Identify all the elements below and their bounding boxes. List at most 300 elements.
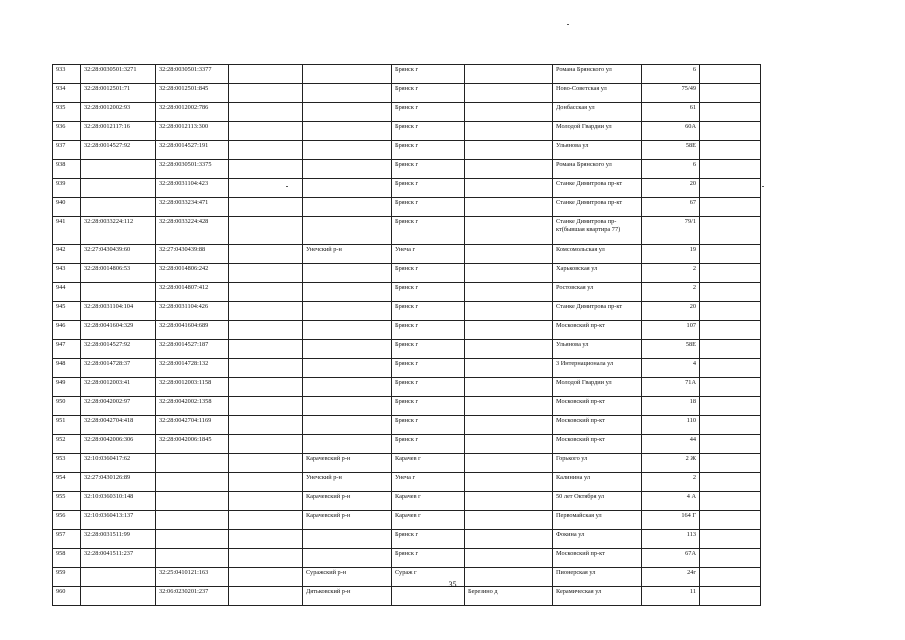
region-cell [229,65,303,84]
district-cell [303,549,392,568]
city-cell: Брянск г [392,530,465,549]
house-number-cell: 4 А [642,492,700,511]
cadastral-number-building: 32:28:0031104:426 [156,302,229,321]
house-number-cell: 2 Ж [642,454,700,473]
house-number-cell: 2 [642,264,700,283]
house-number-cell: 44 [642,435,700,454]
extra-cell [700,454,761,473]
region-cell [229,321,303,340]
street-cell: Московский пр-кт [553,416,642,435]
row-number: 935 [53,103,81,122]
extra-cell [700,65,761,84]
cadastral-number-building [156,454,229,473]
extra-cell [700,103,761,122]
cadastral-number-land: 32:28:0014527:92 [81,340,156,359]
street-cell: Московский пр-кт [553,435,642,454]
house-number-cell: 164 Г [642,511,700,530]
settlement-cell [465,84,553,103]
extra-cell [700,141,761,160]
settlement-cell [465,160,553,179]
house-number-cell: 107 [642,321,700,340]
row-number: 956 [53,511,81,530]
table-row [53,321,761,340]
house-number-cell: 6 [642,65,700,84]
cadastral-number-building: 32:28:0014807:412 [156,283,229,302]
row-number: 960 [53,587,81,606]
extra-cell [700,84,761,103]
extra-cell [700,530,761,549]
district-cell [303,340,392,359]
row-number: 950 [53,397,81,416]
table-row [53,359,761,378]
house-number-cell: 110 [642,416,700,435]
house-number-cell: 67 [642,198,700,217]
city-cell: Брянск г [392,198,465,217]
settlement-cell [465,245,553,264]
house-number-cell: 6 [642,160,700,179]
table-row [53,179,761,198]
extra-cell [700,378,761,397]
house-number-cell: 75/49 [642,84,700,103]
house-number-cell: 79/1 [642,217,700,245]
house-number-cell: 58Е [642,141,700,160]
row-number: 958 [53,549,81,568]
scan-speck [762,186,764,187]
row-number: 949 [53,378,81,397]
district-cell: Суражский р-н [303,568,392,587]
table-row [53,549,761,568]
row-number: 937 [53,141,81,160]
cadastral-number-building: 32:28:0030501:3377 [156,65,229,84]
cadastral-number-land: 32:27:0430126:89 [81,473,156,492]
row-number: 933 [53,65,81,84]
house-number-cell: 2 [642,283,700,302]
cadastral-number-land: 32:28:0014806:53 [81,264,156,283]
cadastral-number-building: 32:28:0014728:132 [156,359,229,378]
table-row [53,416,761,435]
row-number: 944 [53,283,81,302]
row-number: 953 [53,454,81,473]
settlement-cell [465,141,553,160]
row-number: 955 [53,492,81,511]
district-cell [303,378,392,397]
cadastral-number-building: 32:28:0012113:300 [156,122,229,141]
cadastral-number-building [156,473,229,492]
city-cell: Брянск г [392,84,465,103]
cadastral-number-building: 32:28:0012003:1158 [156,378,229,397]
house-number-cell: 2 [642,473,700,492]
row-number: 948 [53,359,81,378]
row-number: 946 [53,321,81,340]
settlement-cell [465,454,553,473]
row-number: 951 [53,416,81,435]
region-cell [229,283,303,302]
row-number: 959 [53,568,81,587]
district-cell [303,141,392,160]
extra-cell [700,321,761,340]
city-cell: Карачев г [392,454,465,473]
table-row [53,511,761,530]
street-cell: Донбасская ул [553,103,642,122]
region-cell [229,492,303,511]
street-cell: Комсомольская ул [553,245,642,264]
district-cell [303,122,392,141]
table-row [53,397,761,416]
street-cell: Калинина ул [553,473,642,492]
district-cell [303,321,392,340]
city-cell: Брянск г [392,302,465,321]
cadastral-number-building: 32:28:0042006:1845 [156,435,229,454]
city-cell: Брянск г [392,65,465,84]
page-number: 35 [448,580,457,589]
scan-speck [567,24,569,25]
row-number: 945 [53,302,81,321]
city-cell: Брянск г [392,340,465,359]
extra-cell [700,416,761,435]
settlement-cell [465,492,553,511]
extra-cell [700,264,761,283]
district-cell [303,435,392,454]
street-cell: Станке Димитрова пр-кт [553,179,642,198]
cadastral-number-land: 32:27:0430439:60 [81,245,156,264]
street-cell: Ульянова ул [553,340,642,359]
region-cell [229,587,303,606]
district-cell: Карачевский р-н [303,492,392,511]
settlement-cell [465,264,553,283]
house-number-cell: 67А [642,549,700,568]
cadastral-number-land: 32:28:0014527:92 [81,141,156,160]
settlement-cell [465,530,553,549]
settlement-cell [465,302,553,321]
settlement-cell [465,122,553,141]
street-cell: 50 лет Октября ул [553,492,642,511]
settlement-cell [465,435,553,454]
region-cell [229,264,303,283]
cadastral-number-building: 32:28:0014527:191 [156,141,229,160]
cadastral-number-land: 32:28:0041511:237 [81,549,156,568]
settlement-cell [465,179,553,198]
cadastral-number-land: 32:28:0031104:104 [81,302,156,321]
region-cell [229,340,303,359]
row-number: 943 [53,264,81,283]
row-number: 947 [53,340,81,359]
cadastral-number-building [156,492,229,511]
settlement-cell [465,65,553,84]
cadastral-number-land: 32:28:0041604:329 [81,321,156,340]
street-cell: Ново-Советская ул [553,84,642,103]
table-row [53,217,761,245]
district-cell [303,103,392,122]
region-cell [229,416,303,435]
cadastral-number-building: 32:28:0033234:471 [156,198,229,217]
table-row [53,340,761,359]
region-cell [229,359,303,378]
house-number-cell: 113 [642,530,700,549]
cadastral-number-building: 32:28:0042002:1358 [156,397,229,416]
house-number-cell: 58Е [642,340,700,359]
table-row [53,435,761,454]
row-number: 952 [53,435,81,454]
region-cell [229,435,303,454]
street-cell: Ульянова ул [553,141,642,160]
cadastral-number-building: 32:28:0012002:786 [156,103,229,122]
region-cell [229,511,303,530]
settlement-cell [465,359,553,378]
city-cell: Брянск г [392,416,465,435]
table-row [53,122,761,141]
cadastral-number-building: 32:28:0014806:242 [156,264,229,283]
city-cell: Сураж г [392,568,465,587]
street-cell: Станке Димитрова пр-кт [553,198,642,217]
city-cell: Брянск г [392,549,465,568]
city-cell: Брянск г [392,378,465,397]
settlement-cell [465,549,553,568]
street-cell: Горького ул [553,454,642,473]
table-row [53,530,761,549]
district-cell: Карачевский р-н [303,454,392,473]
settlement-cell [465,397,553,416]
cadastral-number-building: 32:28:0042704:1169 [156,416,229,435]
cadastral-number-land [81,587,156,606]
street-cell: 3 Интернационала ул [553,359,642,378]
region-cell [229,530,303,549]
region-cell [229,160,303,179]
city-cell: Брянск г [392,397,465,416]
cadastral-number-land [81,198,156,217]
cadastral-number-land: 32:28:0030501:3271 [81,65,156,84]
extra-cell [700,435,761,454]
extra-cell [700,122,761,141]
settlement-cell: Березино д [465,587,553,606]
district-cell [303,416,392,435]
city-cell: Брянск г [392,217,465,245]
settlement-cell [465,217,553,245]
city-cell: Унеча г [392,245,465,264]
district-cell [303,84,392,103]
street-cell: Молодой Гвардии ул [553,122,642,141]
house-number-cell: 71А [642,378,700,397]
district-cell [303,530,392,549]
street-cell: Романа Брянского ул [553,65,642,84]
district-cell: Карачевский р-н [303,511,392,530]
table-row [53,264,761,283]
street-cell: Станке Димитрова пр-кт(бывшая квартира 77) [553,217,642,245]
cadastral-number-building: 32:28:0041604:689 [156,321,229,340]
street-cell: Московский пр-кт [553,549,642,568]
table-row [53,84,761,103]
cadastral-number-building [156,549,229,568]
row-number: 939 [53,179,81,198]
cadastral-number-building: 32:28:0030501:3375 [156,160,229,179]
region-cell [229,103,303,122]
cadastral-number-land: 32:10:0360413:137 [81,511,156,530]
cadastral-number-land [81,179,156,198]
scan-speck [286,186,288,187]
district-cell [303,217,392,245]
row-number: 934 [53,84,81,103]
settlement-cell [465,198,553,217]
cadastral-number-building: 32:06:0230201:237 [156,587,229,606]
city-cell: Брянск г [392,283,465,302]
district-cell [303,179,392,198]
street-cell: Московский пр-кт [553,321,642,340]
cadastral-number-land: 32:28:0042006:306 [81,435,156,454]
extra-cell [700,492,761,511]
house-number-cell: 11 [642,587,700,606]
row-number: 936 [53,122,81,141]
table-row [53,198,761,217]
region-cell [229,179,303,198]
extra-cell [700,473,761,492]
street-cell: Московский пр-кт [553,397,642,416]
district-cell: Унечский р-н [303,473,392,492]
house-number-cell: 60А [642,122,700,141]
cadastral-number-land: 32:28:0012117:16 [81,122,156,141]
settlement-cell [465,511,553,530]
district-cell [303,264,392,283]
settlement-cell [465,473,553,492]
settlement-cell [465,321,553,340]
house-number-cell: 19 [642,245,700,264]
row-number: 938 [53,160,81,179]
settlement-cell [465,416,553,435]
house-number-cell: 24г [642,568,700,587]
cadastral-number-land: 32:28:0042002:97 [81,397,156,416]
cadastral-number-land: 32:28:0014728:37 [81,359,156,378]
cadastral-number-land: 32:10:0360417:62 [81,454,156,473]
table-row [53,302,761,321]
street-cell: Романа Брянского ул [553,160,642,179]
cadastral-number-land: 32:28:0012501:71 [81,84,156,103]
city-cell: Брянск г [392,264,465,283]
cadastral-number-land [81,283,156,302]
district-cell [303,302,392,321]
region-cell [229,84,303,103]
city-cell: Брянск г [392,122,465,141]
region-cell [229,549,303,568]
city-cell [392,587,465,606]
table-row [53,587,761,606]
cadastral-number-building: 32:28:0012501:845 [156,84,229,103]
cadastral-number-building: 32:28:0033224:428 [156,217,229,245]
registry-table [52,64,761,606]
region-cell [229,217,303,245]
house-number-cell: 18 [642,397,700,416]
region-cell [229,302,303,321]
settlement-cell [465,340,553,359]
region-cell [229,122,303,141]
city-cell: Унеча г [392,473,465,492]
cadastral-number-building [156,530,229,549]
house-number-cell: 61 [642,103,700,122]
cadastral-number-land: 32:28:0042704:418 [81,416,156,435]
region-cell [229,397,303,416]
table-row [53,65,761,84]
extra-cell [700,587,761,606]
region-cell [229,454,303,473]
district-cell: Дятьковский р-н [303,587,392,606]
street-cell: Первомайская ул [553,511,642,530]
settlement-cell [465,103,553,122]
cadastral-number-land: 32:28:0012003:41 [81,378,156,397]
extra-cell [700,511,761,530]
house-number-cell: 4 [642,359,700,378]
table-row [53,160,761,179]
cadastral-number-land [81,160,156,179]
table-row [53,473,761,492]
district-cell [303,160,392,179]
cadastral-number-land: 32:10:0360310:148 [81,492,156,511]
district-cell [303,65,392,84]
row-number: 940 [53,198,81,217]
region-cell [229,245,303,264]
region-cell [229,141,303,160]
cadastral-number-building: 32:27:0430439:88 [156,245,229,264]
city-cell: Брянск г [392,160,465,179]
city-cell: Карачев г [392,511,465,530]
city-cell: Брянск г [392,359,465,378]
row-number: 941 [53,217,81,245]
cadastral-number-building: 32:25:0410121:163 [156,568,229,587]
house-number-cell: 20 [642,179,700,198]
extra-cell [700,302,761,321]
cadastral-number-land: 32:28:0033224:112 [81,217,156,245]
street-cell: Станке Димитрова пр-кт [553,302,642,321]
table-row [53,378,761,397]
street-cell: Молодой Гвардии ул [553,378,642,397]
house-number-cell: 20 [642,302,700,321]
extra-cell [700,359,761,378]
cadastral-number-building: 32:28:0014527:187 [156,340,229,359]
extra-cell [700,549,761,568]
city-cell: Брянск г [392,141,465,160]
city-cell: Брянск г [392,103,465,122]
extra-cell [700,340,761,359]
extra-cell [700,397,761,416]
table-row [53,283,761,302]
region-cell [229,378,303,397]
street-cell: Керамическая ул [553,587,642,606]
cadastral-number-land: 32:28:0031511:99 [81,530,156,549]
cadastral-number-building: 32:28:0031104:423 [156,179,229,198]
city-cell: Карачев г [392,492,465,511]
district-cell [303,283,392,302]
extra-cell [700,160,761,179]
city-cell: Брянск г [392,179,465,198]
table-row [53,454,761,473]
street-cell: Харьковская ул [553,264,642,283]
region-cell [229,198,303,217]
table-body [53,65,761,606]
city-cell: Брянск г [392,435,465,454]
extra-cell [700,217,761,245]
district-cell [303,397,392,416]
extra-cell [700,179,761,198]
settlement-cell [465,283,553,302]
district-cell [303,198,392,217]
row-number: 957 [53,530,81,549]
city-cell: Брянск г [392,321,465,340]
row-number: 954 [53,473,81,492]
district-cell [303,359,392,378]
row-number: 942 [53,245,81,264]
table-row [53,492,761,511]
table-row [53,245,761,264]
table-row [53,103,761,122]
region-cell [229,473,303,492]
street-cell: Ростовская ул [553,283,642,302]
street-cell: Фокина ул [553,530,642,549]
